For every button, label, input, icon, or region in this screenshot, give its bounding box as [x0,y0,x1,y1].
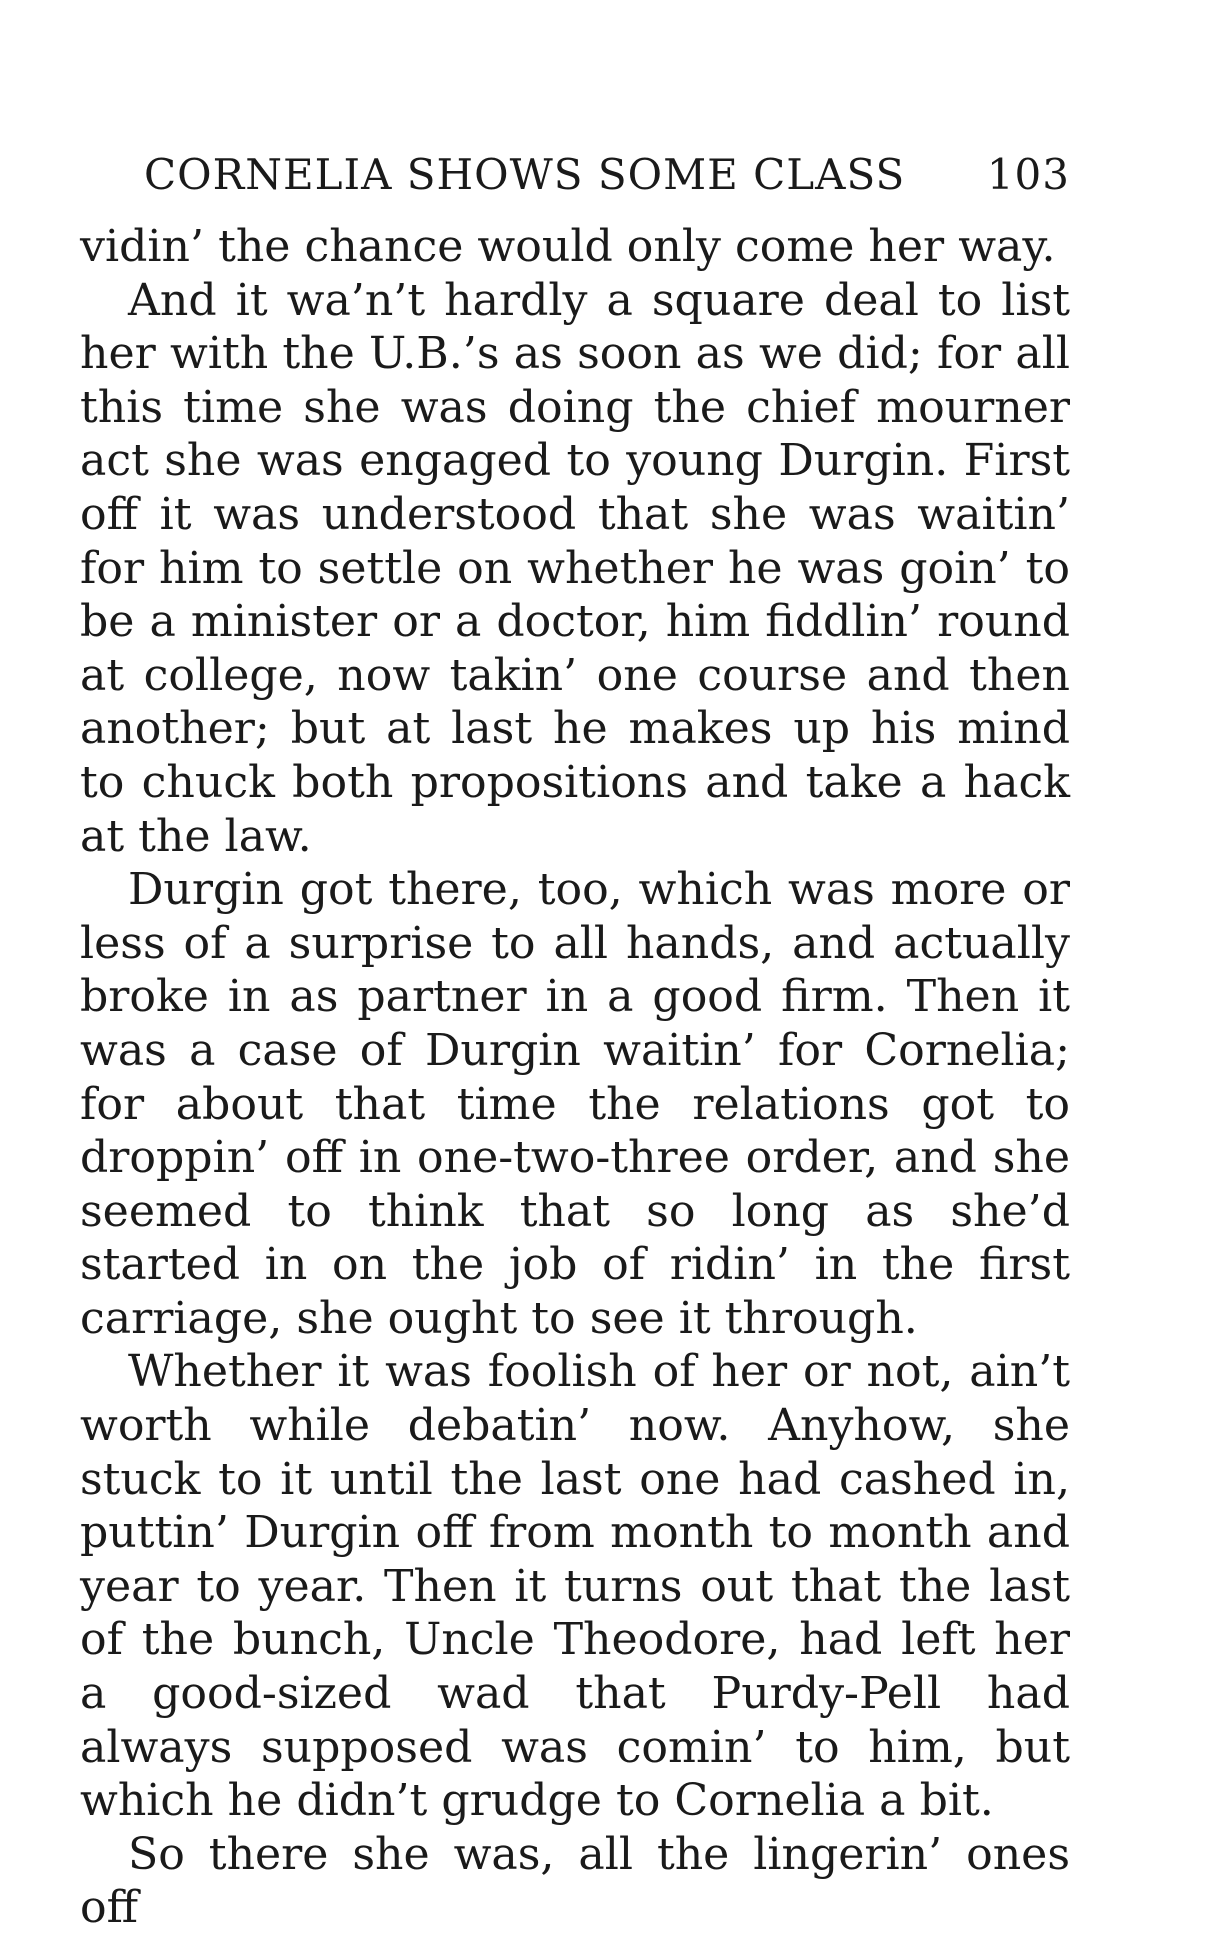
book-page [80,150,1070,1935]
paragraph: And it wa’n’t hardly a square deal to list her with the U.B.’s as soon as we did; for all this time she was doing the chief mourner act she was engaged to young Durgin. First off it was understood that she was waitin’ for him to settle on whether he was goin’ to be a minister or a doctor, him fiddlin’ round at college, now takin’ one course and then another; but at last he makes up his mind to chuck both propositions and take a hack at the law. [80,274,1070,862]
running-head [80,150,1070,220]
paragraph: Whether it was foolish of her or not, ain’t worth while debatin’ now. Anyhow, she stuck to it until the last one had cashed in, puttin’ Durgin off from month to month and year to year. Then it turns out that the last of the bunch, Uncle Theodore, had left her a good-sized wad that Purdy-Pell had always supposed was comin’ to him, but which he didn’t grudge to Cornelia a bit. [80,1346,1070,1827]
paragraph: vidin’ the chance would only come her way. [80,221,1056,272]
paragraph: So there she was, all the lingerin’ ones off [80,1828,1070,1934]
body-text [80,220,1070,1935]
paragraph: Durgin got there, too, which was more or less of a surprise to all hands, and actually broke in as partner in a good firm. Then it was a case of Durgin waitin’ for Cornelia; for about that time the relations got to droppin’ off in one-two-three order, and she seemed to think that so long as she’d started in on the job of ridin’ in the first carriage, she ought to see it through. [80,864,1070,1344]
running-title: CORNELIA SHOWS SOME CLASS [144,150,906,199]
page-number: 103 [986,150,1070,199]
